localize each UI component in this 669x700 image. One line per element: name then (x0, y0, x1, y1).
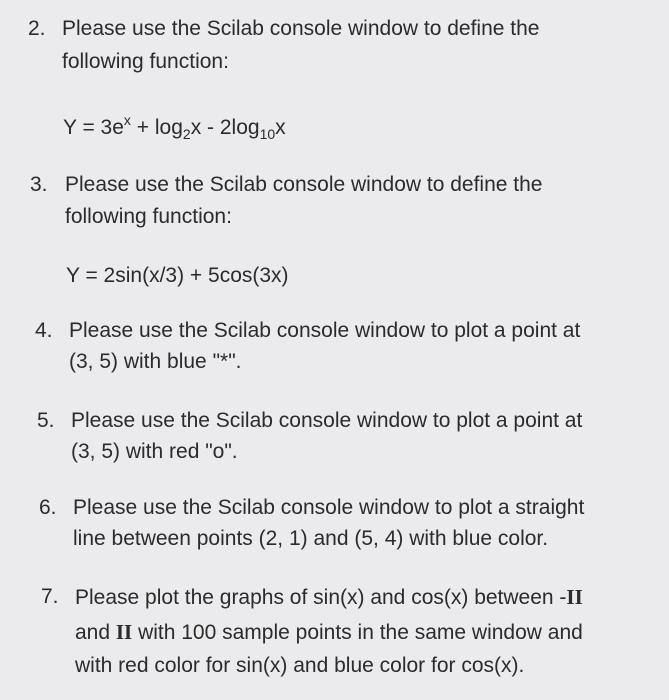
pi-symbol: II (115, 620, 133, 644)
item-text-line: line between points (2, 1) and (5, 4) with blue color. (73, 527, 549, 550)
item-number: 7. (41, 585, 59, 608)
formula-y-sin-cos: Y = 2sin(x/3) + 5cos(3x) (66, 264, 289, 287)
item-text-line: following function: (62, 50, 229, 73)
pi-symbol: II (566, 585, 583, 609)
item-number: 2. (28, 17, 46, 40)
item-text-line: with red color for sin(x) and blue color for cos(x). (75, 654, 525, 677)
formula-y-exp-log: $Y = 3e^x + \log_2x - 2\log_{10}x$ (63, 112, 286, 142)
item-text-line: Please use the Scilab console window to plot a point at (71, 409, 583, 432)
item-text-line: (3, 5) with blue "*". (69, 350, 242, 373)
item-text-line: Please plot the graphs of sin(x) and cos(x) between -II (75, 585, 583, 609)
item-text-line: following function: (65, 205, 232, 228)
item-number: 6. (39, 496, 57, 519)
item-text-line: and II with 100 sample points in the same window and (75, 620, 583, 644)
item-text-line: Please use the Scilab console window to plot a point at (69, 319, 581, 342)
item-number: 5. (37, 409, 55, 432)
item-text-line: Please use the Scilab console window to define the (62, 17, 540, 40)
item-text-line: (3, 5) with red "o". (71, 440, 238, 463)
item-number: 4. (35, 319, 53, 342)
item-text-line: Please use the Scilab console window to plot a straight (73, 496, 585, 519)
item-text-line: Please use the Scilab console window to define the (65, 173, 543, 196)
item-number: 3. (30, 173, 48, 196)
